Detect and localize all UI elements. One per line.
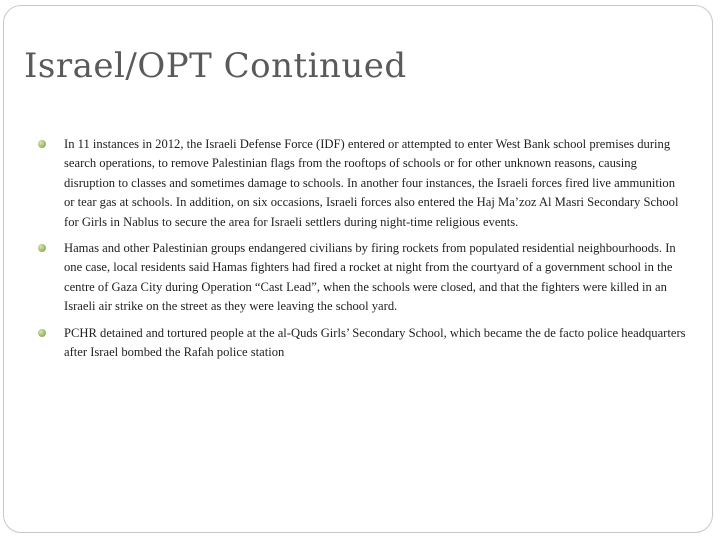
slide-title: Israel/OPT Continued [24,46,407,86]
bullet-item-1 [38,135,688,232]
bullet-dot-icon [38,244,46,252]
bullet-item-2 [38,239,688,317]
bullet-list [38,135,688,369]
bullet-dot-icon [38,140,46,148]
bullet-text-3: PCHR detained and tortured people at the al-Quds Girls’ Secondary School, which became the de facto police headquarters after Israel bombed the Rafah police station [64,325,686,360]
bullet-text-2: Hamas and other Palestinian groups endangered civilians by firing rockets from populated residential neighbourhoods. In one case, local residents said Hamas fighters had fired a rocket at night from the courtyard of a government school in the centre of Gaza City during Operation “Cast Lead”, when the schools were closed, and that the fighters were killed in an Israeli air strike on the street as they were leaving the school yard. [64,241,676,314]
bullet-item-3 [38,324,688,363]
bullet-text-1: In 11 instances in 2012, the Israeli Defense Force (IDF) entered or attempted to enter West Bank school premises during search operations, to remove Palestinian flags from the rooftops of schools or for other unknown reasons, causing disruption to classes and sometimes damage to schools. In another four instances, the Israeli forces fired live ammunition or tear gas at schools. In addition, on six occasions, Israeli forces also entered the Haj Ma’zoz Al Masri Secondary School for Girls in Nablus to secure the area for Israeli settlers during night-time religious events. [64,137,679,229]
bullet-dot-icon [38,329,46,337]
